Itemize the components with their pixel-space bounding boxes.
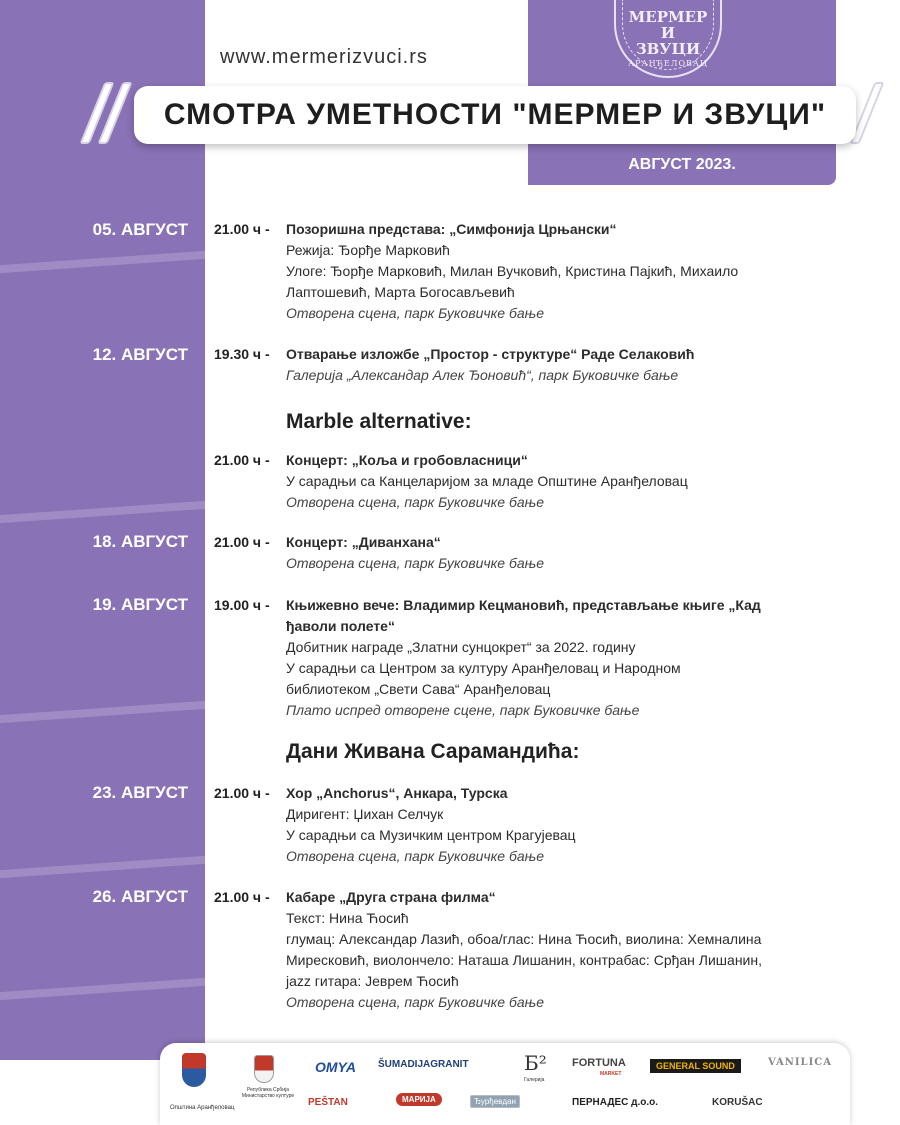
event-venue: Галерија „Александар Алек Ђоновић“, парк Буковичке бање [286, 367, 679, 383]
sponsor-marija: МАРИЈА [396, 1093, 442, 1106]
event-time: 21.00 ч - [214, 534, 270, 550]
title-banner [134, 86, 856, 144]
event-venue: Отворена сцена, парк Буковичке бање [286, 305, 544, 321]
sponsor-fortuna-sub: MARKET [600, 1071, 622, 1077]
event-line: jazz гитара: Јеврем Ћосић [286, 973, 459, 989]
event-title: Хор „Anchorus“, Анкара, Турска [286, 785, 508, 801]
sponsor-fortuna: FORTUNA [572, 1057, 626, 1069]
event-date: 05. АВГУСТ [92, 220, 188, 239]
event-venue: Отворена сцена, парк Буковичке бање [286, 555, 544, 571]
event-venue: Плато испред отворене сцене, парк Буковичке бање [286, 702, 640, 718]
section-heading-dani: Дани Живана Сарамандића: [286, 740, 580, 763]
seal-text [629, 9, 708, 57]
band-stripe [0, 501, 205, 523]
event-line: Добитник награде „Златни сунцокрет“ за 2022. годину [286, 639, 636, 655]
festival-seal-logo [614, 0, 722, 78]
seal-ring-text: АРАНЂЕЛОВАЦ [628, 58, 708, 68]
event-line: У сарадњи са Канцеларијом за младе Општине Аранђеловац [286, 473, 688, 489]
seal-line-2: И [660, 23, 676, 42]
website-link[interactable]: www.mermerizvuci.rs [220, 46, 428, 68]
event-title: Концерт: „Коља и гробовласници“ [286, 452, 528, 468]
section-heading-marble: Marble alternative: [286, 410, 472, 433]
opstina-crest-icon [182, 1053, 206, 1087]
sponsor-b2: Б² [524, 1051, 547, 1075]
sponsor-pestan: PEŠTAN [308, 1097, 348, 1108]
event-entry [286, 783, 806, 867]
event-entry [286, 595, 806, 721]
event-line: У сарадњи са Центром за културу Аранђеловац и Народном [286, 660, 681, 676]
event-title: Отварање изложбе „Простор - структуре“ Раде Селаковић [286, 346, 695, 362]
event-line: Текст: Нина Ћосић [286, 910, 409, 926]
event-date: 26. АВГУСТ [92, 887, 188, 906]
band-stripe [0, 701, 205, 723]
event-date: 12. АВГУСТ [92, 345, 188, 364]
event-date: 23. АВГУСТ [92, 783, 188, 802]
sponsor-pernades: ПЕРНАДЕС д.о.о. [572, 1097, 659, 1108]
event-venue: Отворена сцена, парк Буковичке бање [286, 994, 544, 1010]
sponsor-bar [160, 1043, 850, 1125]
band-stripe [0, 856, 205, 878]
event-date: 19. АВГУСТ [92, 595, 188, 614]
event-time: 19.30 ч - [214, 346, 270, 362]
event-title: Књижевно вече: Владимир Кецмановић, представљање књиге „Кад [286, 597, 761, 613]
event-venue: Отворена сцена, парк Буковичке бање [286, 494, 544, 510]
event-venue: Отворена сцена, парк Буковичке бање [286, 848, 544, 864]
sponsor-djurdjevdan: Ђурђевдан [470, 1095, 520, 1108]
month-year: АВГУСТ 2023. [628, 156, 736, 173]
event-title: Концерт: „Диванхана“ [286, 534, 441, 550]
sponsor-general-sound: GENERAL SOUND [650, 1059, 741, 1073]
event-time: 21.00 ч - [214, 452, 270, 468]
event-time: 19.00 ч - [214, 597, 270, 613]
band-stripe [0, 978, 205, 1000]
event-line: глумац: Александар Лазић, обоа/глас: Нина Ћосић, виолина: Хемналина [286, 931, 762, 947]
event-line: У сарадњи са Музичким центром Крагујевац [286, 827, 576, 843]
event-line: Улоге: Ђорђе Марковић, Милан Вучковић, Кристина Пајкић, Михаило [286, 263, 739, 279]
event-line: библиотеком „Свети Сава“ Аранђеловац [286, 681, 551, 697]
event-time: 21.00 ч - [214, 785, 270, 801]
event-time: 21.00 ч - [214, 221, 270, 237]
sponsor-vanilica: VANILICA [768, 1057, 832, 1068]
sponsor-ministry: Република Србија Министарство културе [241, 1087, 295, 1099]
serbia-crest-icon [254, 1055, 274, 1083]
band-stripe [0, 251, 205, 273]
event-date: 18. АВГУСТ [92, 532, 188, 551]
seal-line-1: МЕРМЕР [628, 7, 708, 26]
event-line: Диригент: Џихан Селчук [286, 806, 444, 822]
seal-line-3: ЗВУЦИ [635, 39, 701, 58]
event-line: Режија: Ђорђе Марковић [286, 242, 450, 258]
event-entry [286, 887, 806, 1013]
event-title: Позоришна представа: „Симфонија Црњански“ [286, 221, 617, 237]
sponsor-b2-sub: Галерија [524, 1077, 545, 1083]
event-title: ђаволи полете“ [286, 618, 395, 634]
event-time: 21.00 ч - [214, 889, 270, 905]
page-title: СМОТРА УМЕТНОСТИ "МЕРМЕР И ЗВУЦИ" [163, 98, 827, 131]
sponsor-opstina: Општина Аранђеловац [170, 1105, 235, 1111]
event-entry [286, 450, 806, 513]
event-entry [286, 532, 806, 574]
event-line: Лаптошевић, Марта Богосављевић [286, 284, 515, 300]
event-title: Кабаре „Друга страна филма“ [286, 889, 496, 905]
sponsor-omya: OMYA [315, 1059, 356, 1075]
sponsor-korusac: KORUŠAC [712, 1097, 763, 1108]
event-entry [286, 219, 806, 324]
sponsor-sumadija: ŠUMADIJAGRANIT [378, 1059, 469, 1070]
event-line: Миресковић, виолончело: Наташа Лишанин, контрабас: Срђан Лишанин, [286, 952, 762, 968]
event-entry [286, 344, 806, 386]
